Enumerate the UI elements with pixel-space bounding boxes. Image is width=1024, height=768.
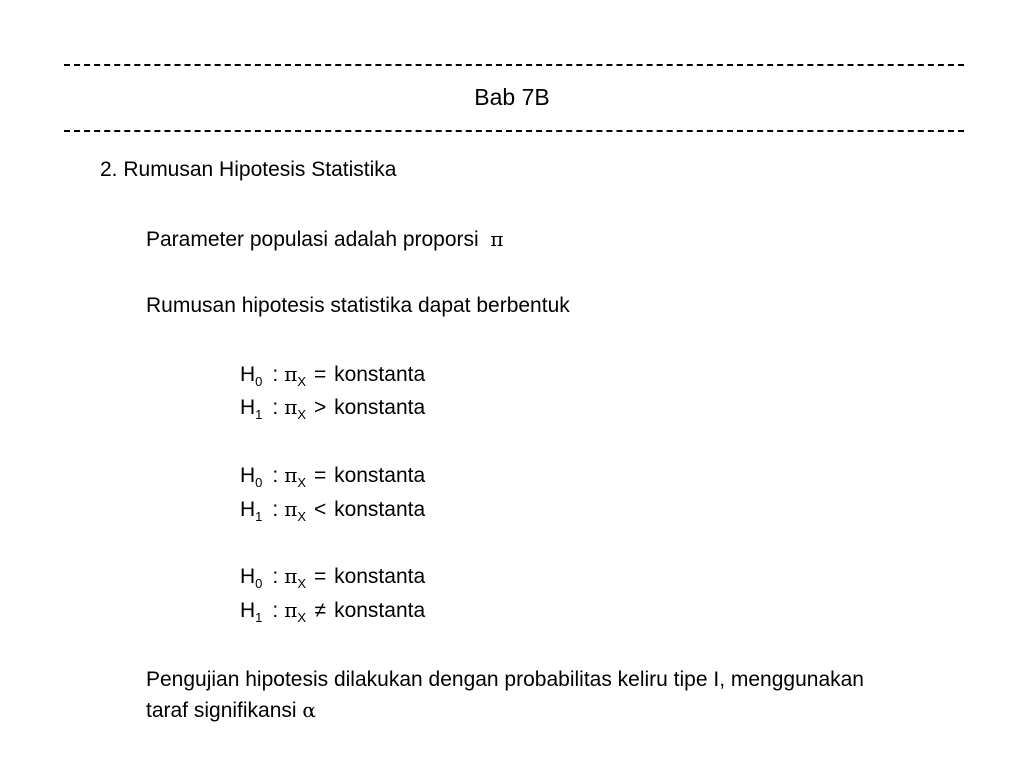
hyp-subscript: 1 <box>255 610 263 625</box>
hyp-value: konstanta <box>334 599 426 622</box>
hyp-value: konstanta <box>334 464 426 487</box>
param-subscript: X <box>297 407 307 422</box>
hyp-subscript: 0 <box>255 475 263 490</box>
param-subscript: X <box>297 576 307 591</box>
hyp-colon: : <box>272 498 279 521</box>
section-heading: 2. Rumusan Hipotesis Statistika <box>100 158 397 181</box>
hypothesis-1-h0 <box>240 361 425 388</box>
pi-symbol: π <box>284 497 298 521</box>
hyp-value: konstanta <box>334 396 426 419</box>
hyp-subscript: 0 <box>255 576 263 591</box>
hypothesis-3-h0 <box>240 563 425 590</box>
hyp-operator: ≠ <box>314 599 326 622</box>
hyp-subscript: 1 <box>255 509 263 524</box>
hyp-name: H <box>240 599 256 622</box>
pi-symbol: π <box>284 564 298 588</box>
hyp-colon: : <box>272 363 279 386</box>
hyp-colon: : <box>272 565 279 588</box>
dashed-separator-top <box>64 64 964 66</box>
hyp-subscript: 1 <box>255 407 263 422</box>
param-subscript: X <box>297 374 307 389</box>
hypothesis-2-h1 <box>240 496 425 523</box>
hyp-value: konstanta <box>334 363 426 386</box>
hyp-value: konstanta <box>334 565 426 588</box>
hyp-operator: < <box>313 498 327 521</box>
param-subscript: X <box>297 475 307 490</box>
param-subscript: X <box>297 610 307 625</box>
hyp-operator: > <box>313 396 327 419</box>
param-subscript: X <box>297 509 307 524</box>
pi-symbol: π <box>284 362 298 386</box>
pi-symbol: π <box>284 463 298 487</box>
pengujian-line-1: Pengujian hipotesis dilakukan dengan probabilitas keliru tipe I, menggunakan <box>146 668 864 691</box>
hyp-colon: : <box>272 599 279 622</box>
hyp-name: H <box>240 363 256 386</box>
pi-symbol: π <box>284 598 298 622</box>
hyp-name: H <box>240 565 256 588</box>
hyp-name: H <box>240 396 256 419</box>
rumusan-line: Rumusan hipotesis statistika dapat berbentuk <box>146 294 570 317</box>
hyp-name: H <box>240 498 256 521</box>
hyp-colon: : <box>272 464 279 487</box>
pi-symbol: π <box>490 227 504 251</box>
hypothesis-3-h1 <box>240 597 425 624</box>
hyp-value: konstanta <box>334 498 426 521</box>
alpha-symbol: α <box>302 698 316 722</box>
parameter-text: Parameter populasi adalah proporsi <box>146 228 479 251</box>
slide-title: Bab 7B <box>474 84 550 110</box>
hyp-subscript: 0 <box>255 374 263 389</box>
dashed-separator-bottom <box>64 130 964 132</box>
pengujian-text: taraf signifikansi <box>146 699 297 722</box>
hyp-operator: = <box>313 464 327 487</box>
hyp-operator: = <box>313 363 327 386</box>
pi-symbol: π <box>284 395 298 419</box>
hyp-colon: : <box>272 396 279 419</box>
hyp-name: H <box>240 464 256 487</box>
hypothesis-2-h0 <box>240 462 425 489</box>
pengujian-line-2 <box>146 697 316 724</box>
hyp-operator: = <box>313 565 327 588</box>
hypothesis-1-h1 <box>240 394 425 421</box>
parameter-line <box>146 226 504 253</box>
